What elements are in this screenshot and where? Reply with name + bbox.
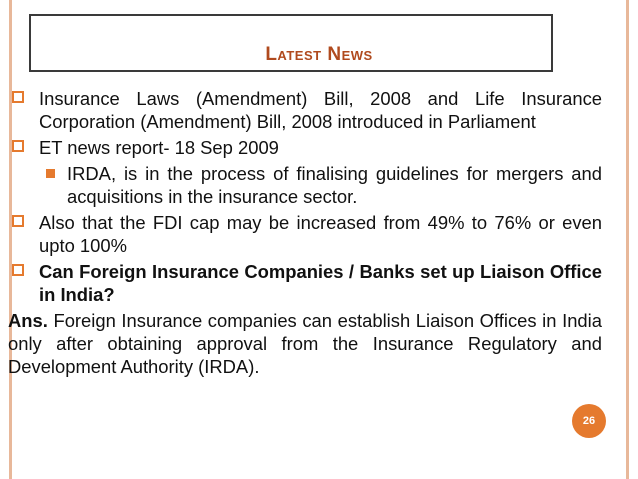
sub-bullet-text: IRDA, is in the process of finalising guidelines for mergers and acquisitions in the insurance sector.	[67, 163, 602, 207]
sub-bullet-item	[8, 162, 602, 208]
bullet-text: Also that the FDI cap may be increased from 49% to 76% or even upto 100%	[39, 212, 602, 256]
answer-block	[8, 309, 602, 378]
page-number-badge: 26	[572, 404, 606, 438]
slide-frame-right	[626, 0, 629, 479]
question-text: Can Foreign Insurance Companies / Banks set up Liaison Office in India?	[39, 261, 602, 305]
bullet-item	[8, 136, 602, 159]
square-bullet-icon	[12, 91, 24, 103]
slide-content	[8, 87, 602, 378]
filled-square-bullet-icon	[46, 169, 55, 178]
square-bullet-icon	[12, 215, 24, 227]
bullet-text: ET news report- 18 Sep 2009	[39, 137, 279, 158]
answer-label: Ans.	[8, 310, 48, 331]
square-bullet-icon	[12, 140, 24, 152]
square-bullet-icon	[12, 264, 24, 276]
bullet-item	[8, 211, 602, 257]
bullet-text: Insurance Laws (Amendment) Bill, 2008 and Life Insurance Corporation (Amendment) Bill, 2008 introduced in Parliament	[39, 88, 602, 132]
answer-text: Foreign Insurance companies can establish Liaison Offices in India only after obtaining approval from the Insurance Regulatory and Development Authority (IRDA).	[8, 310, 602, 377]
bullet-item-question	[8, 260, 602, 306]
slide-title: Latest News	[265, 44, 373, 65]
bullet-item	[8, 87, 602, 133]
